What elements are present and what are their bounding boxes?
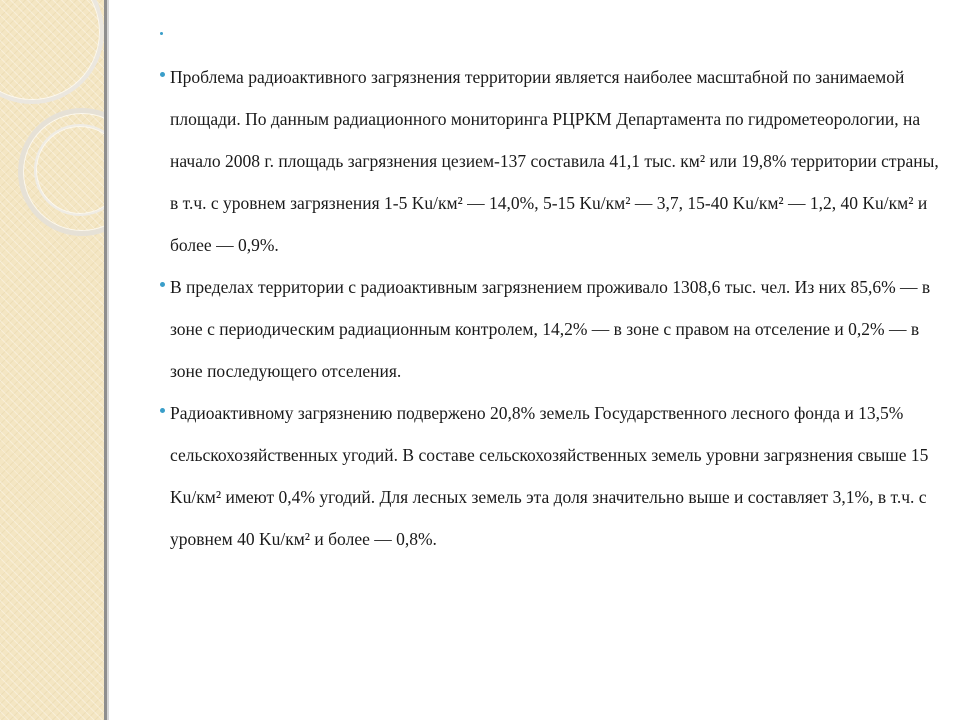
bullet-paragraph	[160, 56, 940, 266]
decorative-ring-icon	[0, 0, 104, 104]
bullet-icon	[160, 72, 165, 77]
paragraph-text: Проблема радиоактивного загрязнения территории является наиболее масштабной по занимаемой площади. По данным радиационного мониторинга РЦРКМ Департамента по гидрометеорологии, на начало 2008 г. площадь загрязнения цезием-137 составила 41,1 тыс. км² или 19,8% территории страны, в т.ч. с уровнем загрязнения 1-5 Ku/км² — 14,0%, 5-15 Ku/км² — 3,7, 15-40 Ku/км² — 1,2, 40 Ku/км² и более — 0,9%.	[170, 67, 939, 255]
empty-bullet-icon	[160, 32, 163, 35]
bullet-paragraph	[160, 266, 940, 392]
decorative-side-band	[0, 0, 104, 720]
paragraph-text: В пределах территории с радиоактивным загрязнением проживало 1308,6 тыс. чел. Из них 85,6% — в зоне с периодическим радиационным контролем, 14,2% — в зоне с правом на отселение и 0,2% — в зоне последующего отселения.	[170, 277, 931, 381]
bullet-icon	[160, 282, 165, 287]
bullet-icon	[160, 408, 165, 413]
bullet-paragraph	[160, 392, 940, 560]
paragraph-text: Радиоактивному загрязнению подвержено 20,8% земель Государственного лесного фонда и 13,5% сельскохозяйственных угодий. В составе сельскохозяйственных земель уровни загрязнения свыше 15 Ku/км² имеют 0,4% угодий. Для лесных земель эта доля значительно выше и составляет 3,1%, в т.ч. с уровнем 40 Ku/км² и более — 0,8%.	[170, 403, 929, 549]
slide-body	[160, 56, 940, 560]
band-divider-shadow	[107, 0, 109, 720]
